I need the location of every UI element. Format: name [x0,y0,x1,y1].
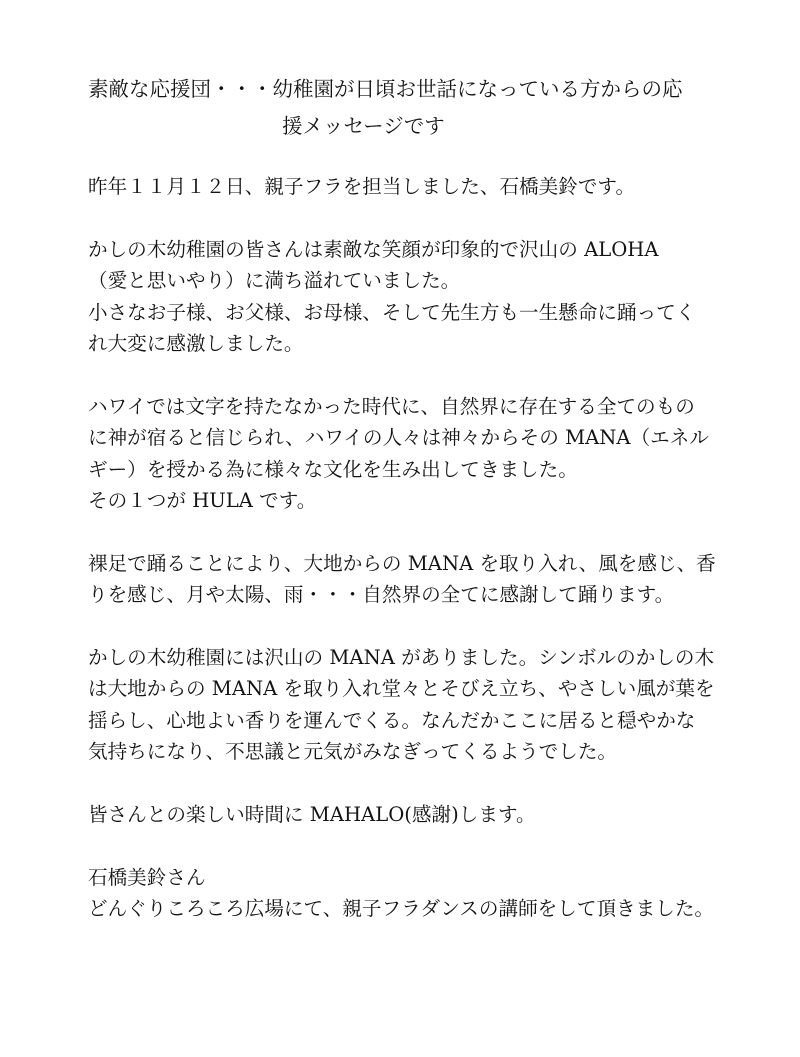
text-line: （愛と思いやり）に満ち溢れていました。 [88,269,461,293]
text-line: ギー）を授かる為に様々な文化を生み出してきました。 [88,457,578,481]
document-body [88,171,716,956]
text-line: 裸足で踊ることにより、大地からの MANA を取り入れ、風を感じ、香 [88,551,716,575]
author-description: どんぐりころころ広場にて、親子フラダンスの講師をして頂きました。 [88,896,715,920]
title-line: 援メッセージです [282,114,445,138]
text-line: かしの木幼稚園の皆さんは素敵な笑顔が印象的で沢山の ALOHA [88,237,659,261]
impression-paragraph [88,234,716,360]
text-line: に神が宿ると信じられ、ハワイの人々は神々からその MANA（エネル [88,426,709,450]
text-line: れ大変に感激しました。 [88,331,304,355]
thanks-paragraph [88,799,716,830]
text-line: 昨年１１月１２日、親子フラを担当しました、石橋美鈴です。 [88,175,636,198]
title-line: 素敵な応援団・・・幼稚園が日頃お世話になっている方からの応 [88,77,683,101]
author-name: 石橋美鈴さん [88,865,206,889]
text-line: 小さなお子様、お父様、お母様、そして先生方も一生懸命に踊ってく [88,300,696,324]
text-line: その１つが HULA です。 [88,488,317,512]
text-line: かしの木幼稚園には沢山の MANA がありました。シンボルのかしの木 [88,645,715,669]
text-line: 揺らし、心地よい香りを運んでくる。なんだかここに居ると穏やかな [88,708,696,732]
text-line: 皆さんとの楽しい時間に MAHALO(感謝)します。 [88,802,536,826]
document-title [88,71,683,145]
text-line: ハワイでは文字を持たなかった時代に、自然界に存在する全てのもの [88,394,695,418]
author-note [88,862,716,925]
hawaii-history-paragraph [88,391,716,517]
text-line: は大地からの MANA を取り入れ堂々とそびえ立ち、やさしい風が葉を [88,677,715,701]
greeting-paragraph [88,171,716,202]
text-line: りを感じ、月や太陽、雨・・・自然界の全てに感謝して踊ります。 [88,583,675,607]
kindergarten-paragraph [88,642,716,768]
hula-paragraph [88,548,716,611]
text-line: 気持ちになり、不思議と元気がみなぎってくるようでした。 [88,740,618,764]
